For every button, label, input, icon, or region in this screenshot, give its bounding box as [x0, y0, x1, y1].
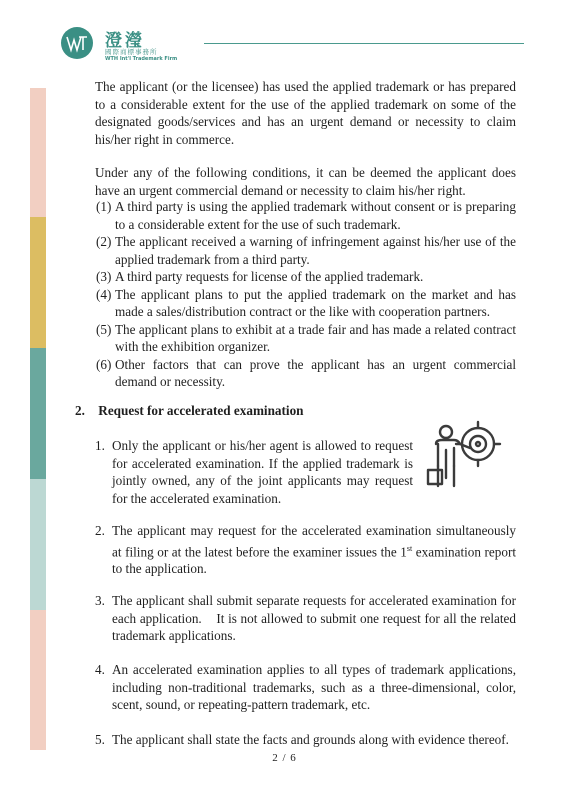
firm-logo [60, 26, 200, 66]
side-stripe-teal [30, 348, 46, 479]
condition-item: (4) The applicant plans to put the applied trademark on the market and has made a sales/distribution contract or the like with cooperation partners. [96, 286, 516, 319]
list-item-3: 3. The applicant shall submit separate requests for accelerated examination for each application. It is not allowed to submit one request for all the related trademark applications. [95, 593, 520, 643]
side-stripe-gold [30, 217, 46, 348]
list-item-2: 2. The applicant may request for the accelerated examination simultaneously at filing or at the latest before the examiner issues the 1st examination report to the application. [95, 523, 517, 577]
section-heading [75, 403, 304, 419]
firm-name-english: WTH Int'l Trademark Firm [105, 56, 178, 62]
side-stripe-pink [30, 88, 46, 217]
person-target-icon [420, 420, 504, 496]
intro-paragraph: The applicant (or the licensee) has used the applied trademark or has prepared to a considerable extent for the use of the applied trademark on some of the designated goods/services and has an urgent demand or necessity to claim his/her right in commerce. [95, 79, 516, 147]
list-item-5: 5. The applicant shall state the facts and grounds along with evidence thereof. [95, 732, 509, 747]
firm-subtitle-chinese: 國際商標事務所 [105, 48, 158, 56]
page-number: 2 / 6 [272, 752, 297, 764]
firm-logo-mark [60, 26, 94, 60]
condition-item: (2) The applicant received a warning of infringement against his/her use of the applied trademark from a third party. [96, 234, 516, 267]
list-item-1: 1. Only the applicant or his/her agent is allowed to request for accelerated examination. If the applied trademark is jointly owned, any of the joint applicants may request for the accelerated examination. [95, 438, 413, 506]
list-item-4: 4. An accelerated examination applies to all types of trademark applications, including non-traditional trademarks, such as a three-dimensional, color, scent, sound, or repeating-pattern trademark, etc. [95, 662, 516, 712]
section-number: 2. [75, 403, 85, 418]
section-title: Request for accelerated examination [98, 403, 304, 418]
conditions-list [96, 198, 516, 391]
side-stripe-pink-lower [30, 610, 46, 750]
condition-item: (6) Other factors that can prove the applicant has an urgent commercial demand or necessity. [96, 356, 516, 389]
conditions-lead: Under any of the following conditions, it can be deemed the applicant does have an urgent commercial demand or necessity to claim his/her right. [95, 165, 516, 198]
header-rule [204, 43, 524, 44]
condition-item: (3) A third party requests for license of the applied trademark. [96, 269, 424, 284]
firm-name-chinese: 澄瀅 [105, 31, 145, 51]
condition-item: (5) The applicant plans to exhibit at a trade fair and has made a related contract with the exhibition organizer. [96, 321, 516, 354]
side-stripe-light-teal [30, 479, 46, 610]
condition-item: (1) A third party is using the applied trademark without consent or is preparing to a considerable extent for the use of such trademark. [96, 199, 516, 232]
